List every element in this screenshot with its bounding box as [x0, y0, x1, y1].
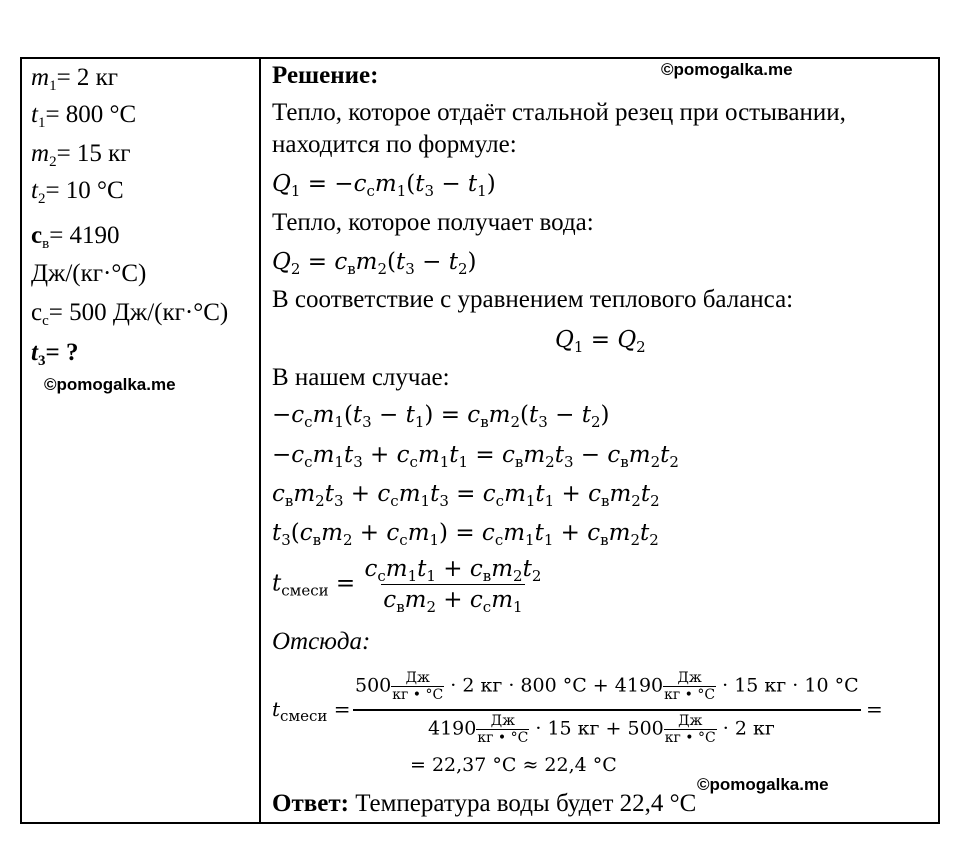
- formula-q1: $Q_1 = -c_сm_1(t_3 - t_1)$: [272, 171, 496, 200]
- numeric-fraction-bar: [353, 709, 861, 711]
- numeric-denominator: 4190 Дж кг • °С · 15 кг + 500 Дж кг • °С · 2 кг: [428, 713, 775, 746]
- given-cc: $с_с= 500$ Дж/(кг·°С): [31, 299, 229, 329]
- given-t1: $t_1= 800$ °С: [31, 101, 137, 131]
- given-m1: $m_1= 2$ кг: [31, 64, 119, 94]
- paragraph-4: В нашем случае:: [272, 364, 450, 391]
- given-cv: $с_в= 4190$: [31, 222, 120, 252]
- paragraph-2: Тепло, которое получает вода:: [272, 209, 594, 236]
- watermark-left: ©pomogalka.me: [44, 375, 176, 394]
- paragraph-5: Отсюда:: [272, 628, 371, 655]
- answer: Ответ: Температура воды будет 22,4 °С: [272, 790, 697, 817]
- given-cv-unit: Дж/(кг·°С): [31, 260, 147, 287]
- paragraph-1-line-1: Тепло, которое отдаёт стальной резец при остывании,: [272, 99, 846, 126]
- numeric-result: = 22,37 °С ≈ 22,4 °С: [410, 754, 617, 776]
- equation-step-2: $-c_сm_1t_3 + c_сm_1t_1 = c_вm_2t_3 - c_вm_2t_2$: [272, 442, 679, 471]
- numeric-equals: =: [866, 697, 883, 721]
- equation-step-3: $c_вm_2t_3 + c_сm_1t_3 = c_сm_1t_1 + c_вm_2t_2$: [272, 481, 660, 510]
- solution-header: Решение:: [272, 62, 379, 89]
- formula-balance: $Q_1 = Q_2$: [555, 327, 646, 356]
- paragraph-1-line-2: находится по формуле:: [272, 131, 517, 158]
- numeric-numerator: 500 Дж кг • °С · 2 кг · 800 °С + 4190 Дж кг • °С · 15 кг · 10 °С: [355, 670, 859, 703]
- equation-step-1: $-c_сm_1(t_3 - t_1) = c_вm_2(t_3 - t_2)$: [272, 402, 610, 431]
- given-find: $t_3=$ ?: [31, 339, 79, 369]
- paragraph-3: В соответствие с уравнением теплового баланса:: [272, 286, 794, 313]
- numeric-lhs: $t_{смеси}$ =: [272, 697, 351, 725]
- given-m2: $m_2= 15$ кг: [31, 140, 131, 170]
- formula-q2: $Q_2 = c_вm_2(t_3 - t_2)$: [272, 249, 477, 278]
- given-t2: $t_2= 10$ °С: [31, 177, 124, 207]
- equation-step-4: $t_3(c_вm_2 + c_сm_1) = c_сm_1t_1 + c_вm_2t_2$: [272, 520, 659, 549]
- watermark-bottom: ©pomogalka.me: [697, 775, 829, 794]
- watermark-top: ©pomogalka.me: [661, 60, 793, 79]
- formula-t-mix: $t_{смеси}$ = $\frac{c_сm_1t_1 + c_вm_2t_2}{c_вm_2 + c_сm_1}$: [272, 556, 542, 616]
- column-divider: [259, 57, 261, 824]
